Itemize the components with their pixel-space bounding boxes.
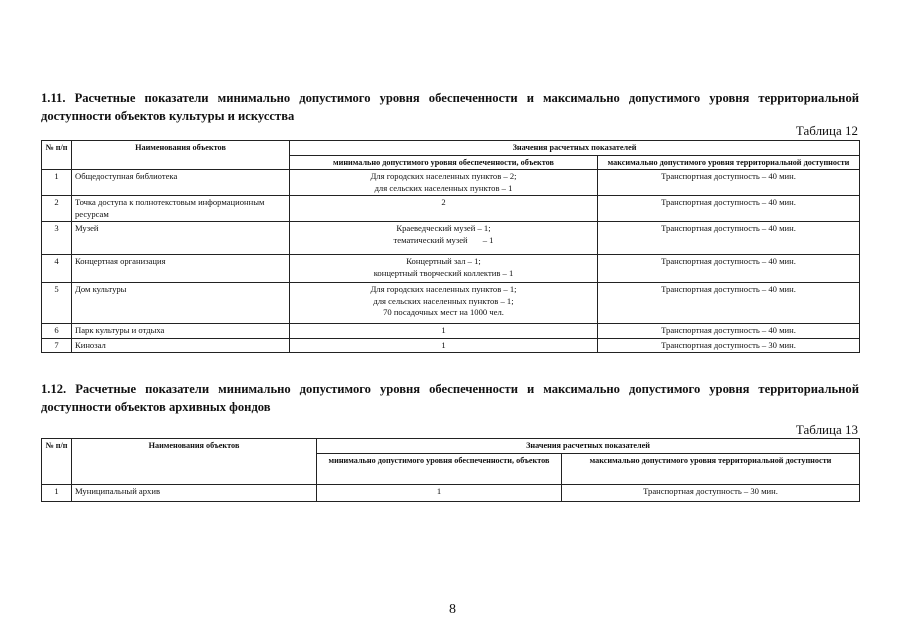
row-min: Для городских населенных пунктов – 1; для сельских населенных пунктов – 1; 70 посадочных мест на 1000 чел. <box>290 283 598 324</box>
row-name: Музей <box>72 222 290 255</box>
table-row <box>42 484 860 501</box>
table-row <box>42 324 860 339</box>
table-row <box>42 255 860 283</box>
table-12-label: Таблица 12 <box>795 123 858 138</box>
row-num: 7 <box>42 338 72 353</box>
table-row <box>42 222 860 255</box>
header-name: Наименования объектов <box>72 141 290 170</box>
table-row <box>42 196 860 222</box>
row-name: Кинозал <box>72 338 290 353</box>
row-num: 3 <box>42 222 72 255</box>
header-values: Значения расчетных показателей <box>290 141 860 156</box>
row-name: Общедоступная библиотека <box>72 170 290 196</box>
row-min: Для городских населенных пунктов – 2; для сельских населенных пунктов – 1 <box>290 170 598 196</box>
header-max: максимально допустимого уровня территориальной доступности <box>598 155 860 170</box>
archives-table <box>41 438 860 502</box>
row-name: Точка доступа к полнотекстовым информационным ресурсам <box>72 196 290 222</box>
row-num: 1 <box>42 484 72 501</box>
row-num: 5 <box>42 283 72 324</box>
table-13-label: Таблица 13 <box>795 422 858 437</box>
row-max: Транспортная доступность – 30 мин. <box>562 484 860 501</box>
row-min: Концертный зал – 1; концертный творческий коллектив – 1 <box>290 255 598 283</box>
row-max: Транспортная доступность – 40 мин. <box>598 196 860 222</box>
section-heading-culture: 1.11. Расчетные показатели минимально допустимого уровня обеспеченности и максимально допустимого уровня территориальной доступности объектов культуры и искусства <box>41 91 859 123</box>
row-max: Транспортная доступность – 40 мин. <box>598 170 860 196</box>
row-num: 4 <box>42 255 72 283</box>
header-num: № п/п <box>42 141 72 170</box>
row-name: Парк культуры и отдыха <box>72 324 290 339</box>
row-max: Транспортная доступность – 40 мин. <box>598 222 860 255</box>
culture-table <box>41 140 860 353</box>
row-name: Концертная организация <box>72 255 290 283</box>
page-number: 8 <box>449 602 456 617</box>
row-min: Краеведческий музей – 1; тематический музей – 1 <box>290 222 598 255</box>
table-row <box>42 283 860 324</box>
row-max: Транспортная доступность – 30 мин. <box>598 338 860 353</box>
row-num: 1 <box>42 170 72 196</box>
header-min: минимально допустимого уровня обеспеченности, объектов <box>317 453 562 484</box>
row-num: 6 <box>42 324 72 339</box>
row-name: Муниципальный архив <box>72 484 317 501</box>
row-min: 2 <box>290 196 598 222</box>
row-num: 2 <box>42 196 72 222</box>
row-max: Транспортная доступность – 40 мин. <box>598 283 860 324</box>
header-min: минимально допустимого уровня обеспеченности, объектов <box>290 155 598 170</box>
row-min: 1 <box>290 324 598 339</box>
section-heading-archives: 1.12. Расчетные показатели минимально допустимого уровня обеспеченности и максимально допустимого уровня территориальной доступности объектов архивных фондов <box>41 382 859 414</box>
row-min: 1 <box>290 338 598 353</box>
row-max: Транспортная доступность – 40 мин. <box>598 255 860 283</box>
row-min: 1 <box>317 484 562 501</box>
table-row <box>42 338 860 353</box>
row-name: Дом культуры <box>72 283 290 324</box>
table-row <box>42 170 860 196</box>
header-num: № п/п <box>42 439 72 485</box>
header-max: максимально допустимого уровня территориальной доступности <box>562 453 860 484</box>
header-values: Значения расчетных показателей <box>317 439 860 454</box>
header-name: Наименования объектов <box>72 439 317 485</box>
row-max: Транспортная доступность – 40 мин. <box>598 324 860 339</box>
